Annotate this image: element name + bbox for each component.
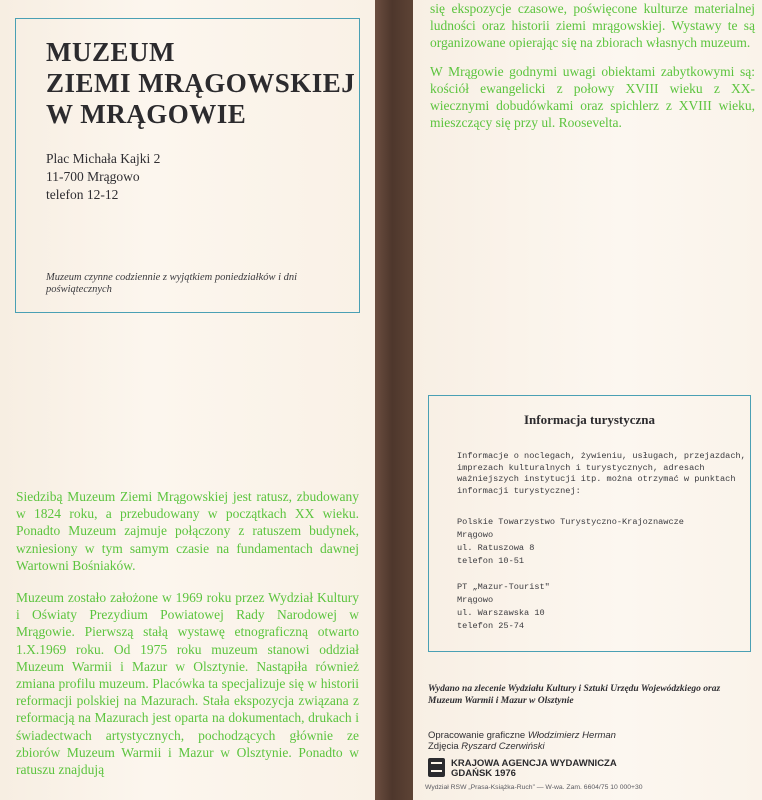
title-line: MUZEUM	[46, 37, 175, 67]
info-intro: Informacje o noclegach, żywieniu, usługach, przejazdach, imprezach kulturalnych i turystycznych, adresach ważniejszych instytucji itp. można otrzymać w punktach informacji turystycznej:	[457, 451, 746, 496]
publisher-name: KRAJOWA AGENCJA WYDAWNICZA	[451, 758, 617, 769]
paragraph: Muzeum zostało założone w 1969 roku przez Wydział Kultury i Oświaty Prezydium Powiatowej Rady Narodowej w Mrągowie. Pierwszą stałą wystawę etnograficzną otwarto 1.X.1969 roku. Od 1975 roku muzeum stanowi oddział Muzeum Warmii i Mazur w Olsztynie. Nastąpiła również zmiana profilu muzeum. Placówka ta specjalizuje się w historii reformacji polskiej na Mazurach. Stała ekspozycja związana z reformacją na Mazurach jest oparta na dokumentach, drukach i świadectwach artystycznych, pochodzących głównie ze zbiorów Muzeum Warmii i Mazur w Olsztynie. Ponadto w ratuszu znajdują	[16, 590, 359, 778]
office-line: Polskie Towarzystwo Turystyczno-Krajoznawcze	[457, 517, 684, 527]
paragraph: W Mrągowie godnymi uwagi obiektami zabytkowymi są: kościół ewangelicki z połowy XVIII wieku z XX-wiecznymi dobudówkami oraz spichlerz z XVIII wieku, mieszczący się przy ul. Roosevelta.	[430, 64, 755, 130]
tourist-info-box	[428, 395, 751, 652]
paragraph: Siedzibą Muzeum Ziemi Mrągowskiej jest ratusz, zbudowany w 1824 roku, a przebudowany w początkach XX wieku. Ponadto Muzeum zajmuje połączony z ratuszem budynek, wzniesiony w tym samym czasie na fundamentach dawnej Wartowni Bośniaków.	[16, 489, 359, 573]
credit-label: Zdjęcia	[428, 741, 459, 752]
print-imprint: Wydział RSW „Prasa-Książka-Ruch” — W-wa. Zam. 6604/75 10 000+30	[425, 784, 643, 791]
colophon: Wydano na zlecenie Wydziału Kultury i Sztuki Urzędu Wojewódzkiego oraz Muzeum Warmii i Mazur w Olsztynie	[428, 684, 721, 706]
paragraph: się ekspozycje czasowe, poświęcone kulturze materialnej ludności oraz historii ziemi mrągowskiej. Wystawy te są organizowane opierając się na zbiorach własnych muzeum.	[430, 1, 755, 50]
page-fold	[375, 0, 413, 800]
credit-name: Ryszard Czerwiński	[461, 741, 545, 752]
office-line: telefon 25-74	[457, 621, 525, 631]
credits	[428, 730, 748, 752]
museum-title	[46, 37, 355, 130]
credit-photo	[428, 741, 748, 752]
info-title: Informacja turystyczna	[523, 412, 656, 427]
info-office-mazur-tourist	[457, 581, 747, 633]
title-line: ZIEMI MRĄGOWSKIEJ	[46, 68, 356, 98]
office-line: ul. Ratuszowa 8	[457, 543, 535, 553]
address-phone: telefon 12-12	[46, 187, 119, 202]
left-panel	[0, 0, 375, 800]
office-line: Mrągowo	[457, 595, 494, 605]
publisher-city-year: GDAŃSK 1976	[451, 768, 516, 779]
address-city: 11-700 Mrągowo	[46, 169, 140, 184]
history-text	[16, 488, 359, 778]
opening-hours: Muzeum czynne codziennie z wyjątkiem poniedziałków i dni poświątecznych	[46, 272, 298, 295]
office-line: telefon 10-51	[457, 556, 525, 566]
title-line: W MRĄGOWIE	[46, 99, 247, 129]
office-line: Mrągowo	[457, 530, 494, 540]
publisher-logo-icon	[428, 758, 445, 777]
address-street: Plac Michała Kajki 2	[46, 151, 161, 166]
credit-name: Włodzimierz Herman	[527, 730, 616, 741]
credit-design	[428, 730, 748, 741]
title-frame	[15, 18, 360, 313]
office-line: PT „Mazur-Tourist"	[457, 582, 550, 592]
credit-label: Opracowanie graficzne	[428, 730, 526, 741]
exhibitions-text	[430, 0, 755, 131]
office-line: ul. Warszawska 10	[457, 608, 545, 618]
publisher-text	[451, 759, 617, 779]
museum-address	[46, 150, 160, 204]
info-office-pttk	[457, 516, 747, 568]
